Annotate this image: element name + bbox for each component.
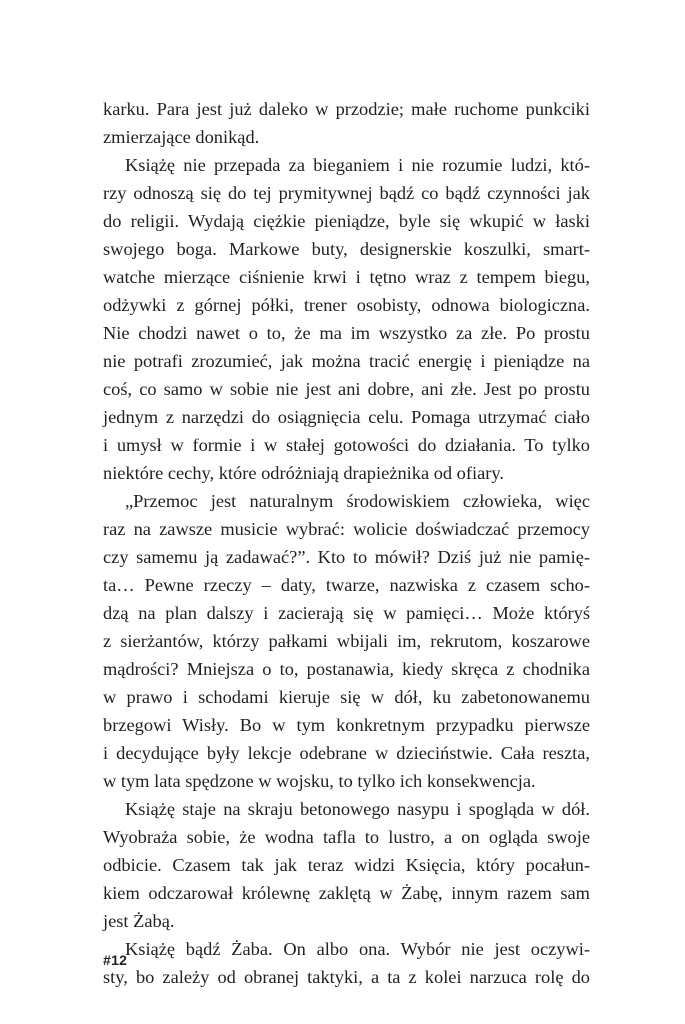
text-line: Książę nie przepada za bieganiem i nie rozumie ludzi, któ- <box>125 155 590 175</box>
text-line: coś, co samo w sobie nie jest ani dobre, ani złe. Jest po prostu <box>103 379 590 399</box>
text-line: Książę bądź Żaba. On albo ona. Wybór nie jest oczywi- <box>125 939 590 959</box>
text-line: jest Żabą. <box>103 911 175 931</box>
text-line: brzegowi Wisły. Bo w tym konkretnym przypadku pierwsze <box>103 715 590 735</box>
text-line: zmierzające donikąd. <box>103 127 260 147</box>
text-line: Książę staje na skraju betonowego nasypu i spogląda w dół. <box>125 799 590 819</box>
text-line: niektóre cechy, które odróżniają drapieżnika od ofiary. <box>103 463 505 483</box>
body-text <box>103 95 590 991</box>
text-line: do religii. Wydają ciężkie pieniądze, byle się wkupić w łaski <box>103 211 590 231</box>
text-line: Wyobraża sobie, że wodna tafla to lustro, a on ogląda swoje <box>103 827 590 847</box>
text-line: dzą na plan dalszy i zacierają się w pamięci… Może któryś <box>103 603 590 623</box>
text-line: jednym z narzędzi do osiągnięcia celu. Pomaga utrzymać ciało <box>103 407 590 427</box>
text-line: raz na zawsze musicie wybrać: wolicie doświadczać przemocy <box>103 519 590 539</box>
page-number: #12 <box>103 952 128 968</box>
text-line: Nie chodzi nawet o to, że ma im wszystko za złe. Po prostu <box>103 323 590 343</box>
text-line: odżywki z górnej półki, trener osobisty, odnowa biologiczna. <box>103 295 590 315</box>
text-line: odbicie. Czasem tak jak teraz widzi Księcia, który pocałun- <box>103 855 590 875</box>
text-line: w tym lata spędzone w wojsku, to tylko ich konsekwencja. <box>103 771 536 791</box>
text-line: czy samemu ją zadawać?”. Kto to mówił? Dziś już nie pamię- <box>103 547 590 567</box>
text-line: w prawo i schodami kieruje się w dół, ku zabetonowanemu <box>103 687 590 707</box>
text-line: sty, bo zależy od obranej taktyki, a ta z kolei narzuca rolę do <box>103 967 590 987</box>
text-line: ta… Pewne rzeczy – daty, twarze, nazwiska z czasem scho- <box>103 575 590 595</box>
text-line: „Przemoc jest naturalnym środowiskiem człowieka, więc <box>125 491 590 511</box>
text-line: watche mierzące ciśnienie krwi i tętno wraz z tempem biegu, <box>103 267 590 287</box>
text-line: karku. Para jest już daleko w przodzie; małe ruchome punkciki <box>103 99 590 119</box>
text-line: swojego boga. Markowe buty, designerskie koszulki, smart- <box>103 239 590 259</box>
text-line: i decydujące były lekcje odebrane w dzieciństwie. Cała reszta, <box>103 743 590 763</box>
text-line: nie potrafi zrozumieć, jak można tracić energię i pieniądze na <box>103 351 590 371</box>
text-line: rzy odnoszą się do tej prymitywnej bądź co bądź czynności jak <box>103 183 590 203</box>
text-line: z sierżantów, którzy pałkami wbijali im, rekrutom, koszarowe <box>103 631 590 651</box>
text-line: kiem odczarował królewnę zaklętą w Żabę, innym razem sam <box>103 883 590 903</box>
text-line: i umysł w formie i w stałej gotowości do działania. To tylko <box>103 435 590 455</box>
text-line: mądrości? Mniejsza o to, postanawia, kiedy skręca z chodnika <box>103 659 590 679</box>
